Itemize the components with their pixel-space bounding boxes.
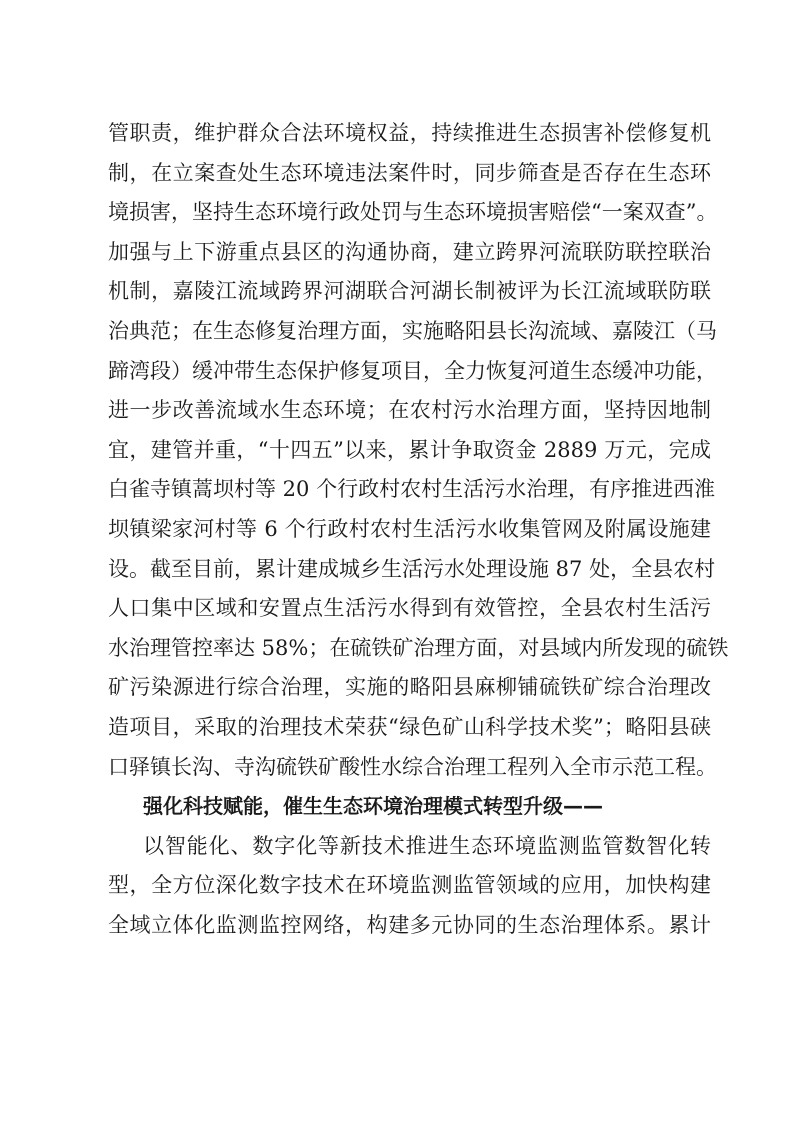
paragraph-line: 宜，建管并重，“十四五”以来，累计争取资金 2889 万元，完成 [108, 437, 711, 462]
paragraph-line: 矿污染源进行综合治理，实施的略阳县麻柳铺硫铁矿综合治理改 [108, 675, 711, 700]
paragraph-line: 白雀寺镇蒿坝村等 20 个行政村农村生活污水治理，有序推进西淮 [108, 477, 716, 502]
paragraph-line: 坝镇梁家河村等 6 个行政村农村生活污水收集管网及附属设施建 [108, 516, 711, 541]
paragraph-line: 治典范；在生态修复治理方面，实施略阳县长沟流域、嘉陵江（马 [108, 318, 717, 343]
paragraph-line: 制，在立案查处生态环境违法案件时，同步筛查是否存在生态环 [108, 160, 711, 185]
paragraph-line: 加强与上下游重点县区的沟通协商，建立跨界河流联防联控联治 [108, 239, 711, 264]
paragraph-line: 设。截至目前，累计建成城乡生活污水处理设施 87 处，全县农村 [108, 556, 716, 581]
paragraph-line: 管职责，维护群众合法环境权益，持续推进生态损害补偿修复机 [108, 121, 711, 145]
paragraph-line: 造项目，采取的治理技术荣获“绿色矿山科学技术奖”；略阳县硖 [108, 714, 711, 739]
paragraph-line: 全域立体化监测监控网络，构建多元协同的生态治理体系。累计 [108, 912, 711, 937]
paragraph-line: 水治理管控率达 58%；在硫铁矿治理方面，对县域内所发现的硫铁 [108, 635, 729, 660]
paragraph-line: 口驿镇长沟、寺沟硫铁矿酸性水综合治理工程列入全市示范工程。 [108, 754, 717, 779]
paragraph-line: 机制，嘉陵江流域跨界河湖联合河湖长制被评为长江流域联防联 [108, 279, 711, 304]
section-heading: 强化科技赋能，催生生态环境治理模式转型升级—— [143, 794, 603, 819]
paragraph-line: 境损害，坚持生态环境行政处罚与生态环境损害赔偿“一案双查”。 [108, 200, 718, 225]
paragraph-line: 蹄湾段）缓冲带生态保护修复项目，全力恢复河道生态缓冲功能， [108, 358, 717, 383]
paragraph-line: 以智能化、数字化等新技术推进生态环境监测监管数智化转 [143, 833, 711, 858]
document-page [108, 114, 729, 945]
paragraph-line: 人口集中区域和安置点生活污水得到有效管控，全县农村生活污 [108, 596, 711, 621]
paragraph-line: 型，全方位深化数字技术在环境监测监管领域的应用，加快构建 [108, 873, 711, 898]
paragraph-line: 进一步改善流域水生态环境；在农村污水治理方面，坚持因地制 [108, 398, 711, 423]
